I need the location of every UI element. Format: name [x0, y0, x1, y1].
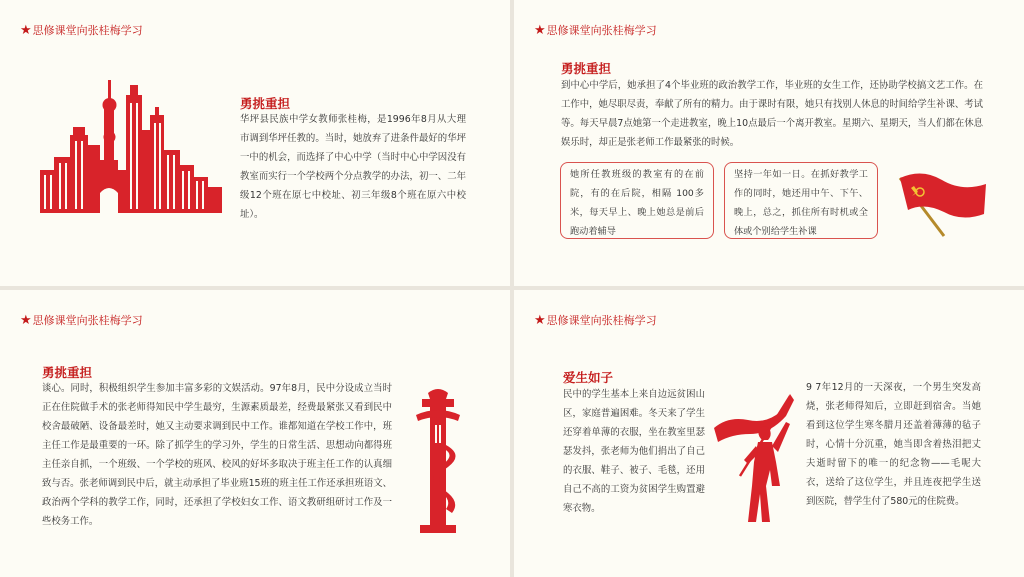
star-icon: ★: [534, 23, 546, 38]
slide-4: [514, 290, 1024, 577]
city-skyline-icon: [40, 75, 230, 215]
slide-1: [0, 0, 510, 286]
slide-paragraph: 谈心。同时，积极组织学生参加丰富多彩的文娱活动。97年8月，民中分设成立当时正在住院做手术的张老师得知民中学生最穷，生源素质最差，经费最紧张又看到民中校舍最破陋、设备最差时，她又主动要求调到民中工作。谁都知道在学校工作中，班主任工作是最重要的一环。除了抓学生的学习外，学生的日常生活、思想动向都得班主任亲自抓，一个班级、一个学校的班风、校风的好坏多取决于班主任工作的认真细致与否。张老师调到民中后，就主动承担了毕业班15班的班主任工作还承担班语文、政治两个学科的教学工作，同时，还承担了学校妇女工作、语文教研组研讨工作及一些校务工作。: [42, 383, 392, 527]
party-flag-icon: [892, 170, 992, 250]
slide-paragraph: 到中心中学后，她承担了4个毕业班的政治教学工作，毕业班的女生工作，还协助学校搞文艺工作。在工作中，她尽职尽责，奉献了所有的精力。由于课时有限，她只有找别人休息的时间给学生补课、考试等。每天早晨7点她第一个走进教室，晚上10点最后一个离开教室。星期六、星期天，当人们都在休息娱乐时，却正是张老师工作最紧张的时候。: [561, 80, 983, 148]
star-icon: ★: [534, 313, 546, 328]
slide-title: 爱生如子: [563, 370, 614, 385]
slide-header: [20, 312, 143, 328]
header-label: 思修课堂向张桂梅学习: [32, 24, 143, 37]
header-label: 思修课堂向张桂梅学习: [546, 314, 657, 327]
flag-bearer-icon: [710, 390, 805, 530]
star-icon: ★: [20, 23, 32, 38]
header-label: 思修课堂向张桂梅学习: [32, 314, 143, 327]
slide-paragraph: 华坪县民族中学女教师张桂梅，是1996年8月从大理市调到华坪任教的。当时，她放弃了进条件最好的华坪一中的机会，而选择了中心中学（当时中心中学因没有教室而实行一个学校两个分点教学的办法，初一、二年级12个班在原七中校址、初三年级8个班在原六中校址）。: [240, 114, 466, 220]
slide-header: [20, 22, 143, 38]
slide-paragraph-left: 民中的学生基本上来自边远贫困山区，家庭普遍困难。冬天来了学生还穿着单薄的衣服，坐在教室里瑟瑟发抖，张老师为他们捐出了自己的衣服、鞋子、被子、毛毯，还用自己不高的工资为贫困学生购置避寒衣物。: [563, 389, 705, 514]
slide-title: 勇挑重担: [561, 61, 612, 76]
info-box-1: 她所任教班级的教室有的在前院，有的在后院，相隔 100多米，每天早上、晚上她总是前后跑动着辅导: [560, 162, 714, 239]
huabiao-column-icon: [408, 385, 468, 535]
slide-2: [514, 0, 1024, 286]
slide-title: 勇挑重担: [240, 96, 291, 111]
slide-header: [534, 312, 657, 328]
slide-title: 勇挑重担: [42, 365, 93, 380]
slide-paragraph-right: 9 7年12月的一天深夜，一个男生突发高烧，张老师得知后，立即赶到宿舍。当她看到这位学生寒冬腊月还盖着薄薄的毡子时，心情十分沉重，她当即含着热泪把丈夫逝时留下的唯一的纪念物——毛呢大衣，送给了这位学生，并且连夜把学生送到医院，替学生付了580元的住院费。: [806, 382, 981, 507]
slide-header: [534, 22, 657, 38]
star-icon: ★: [20, 313, 32, 328]
slide-3: [0, 290, 510, 577]
header-label: 思修课堂向张桂梅学习: [546, 24, 657, 37]
info-box-2: 坚持一年如一日。在抓好教学工作的同时，她还用中午、下午、晚上，总之，抓住所有时机或全体或个别给学生补课: [724, 162, 878, 239]
